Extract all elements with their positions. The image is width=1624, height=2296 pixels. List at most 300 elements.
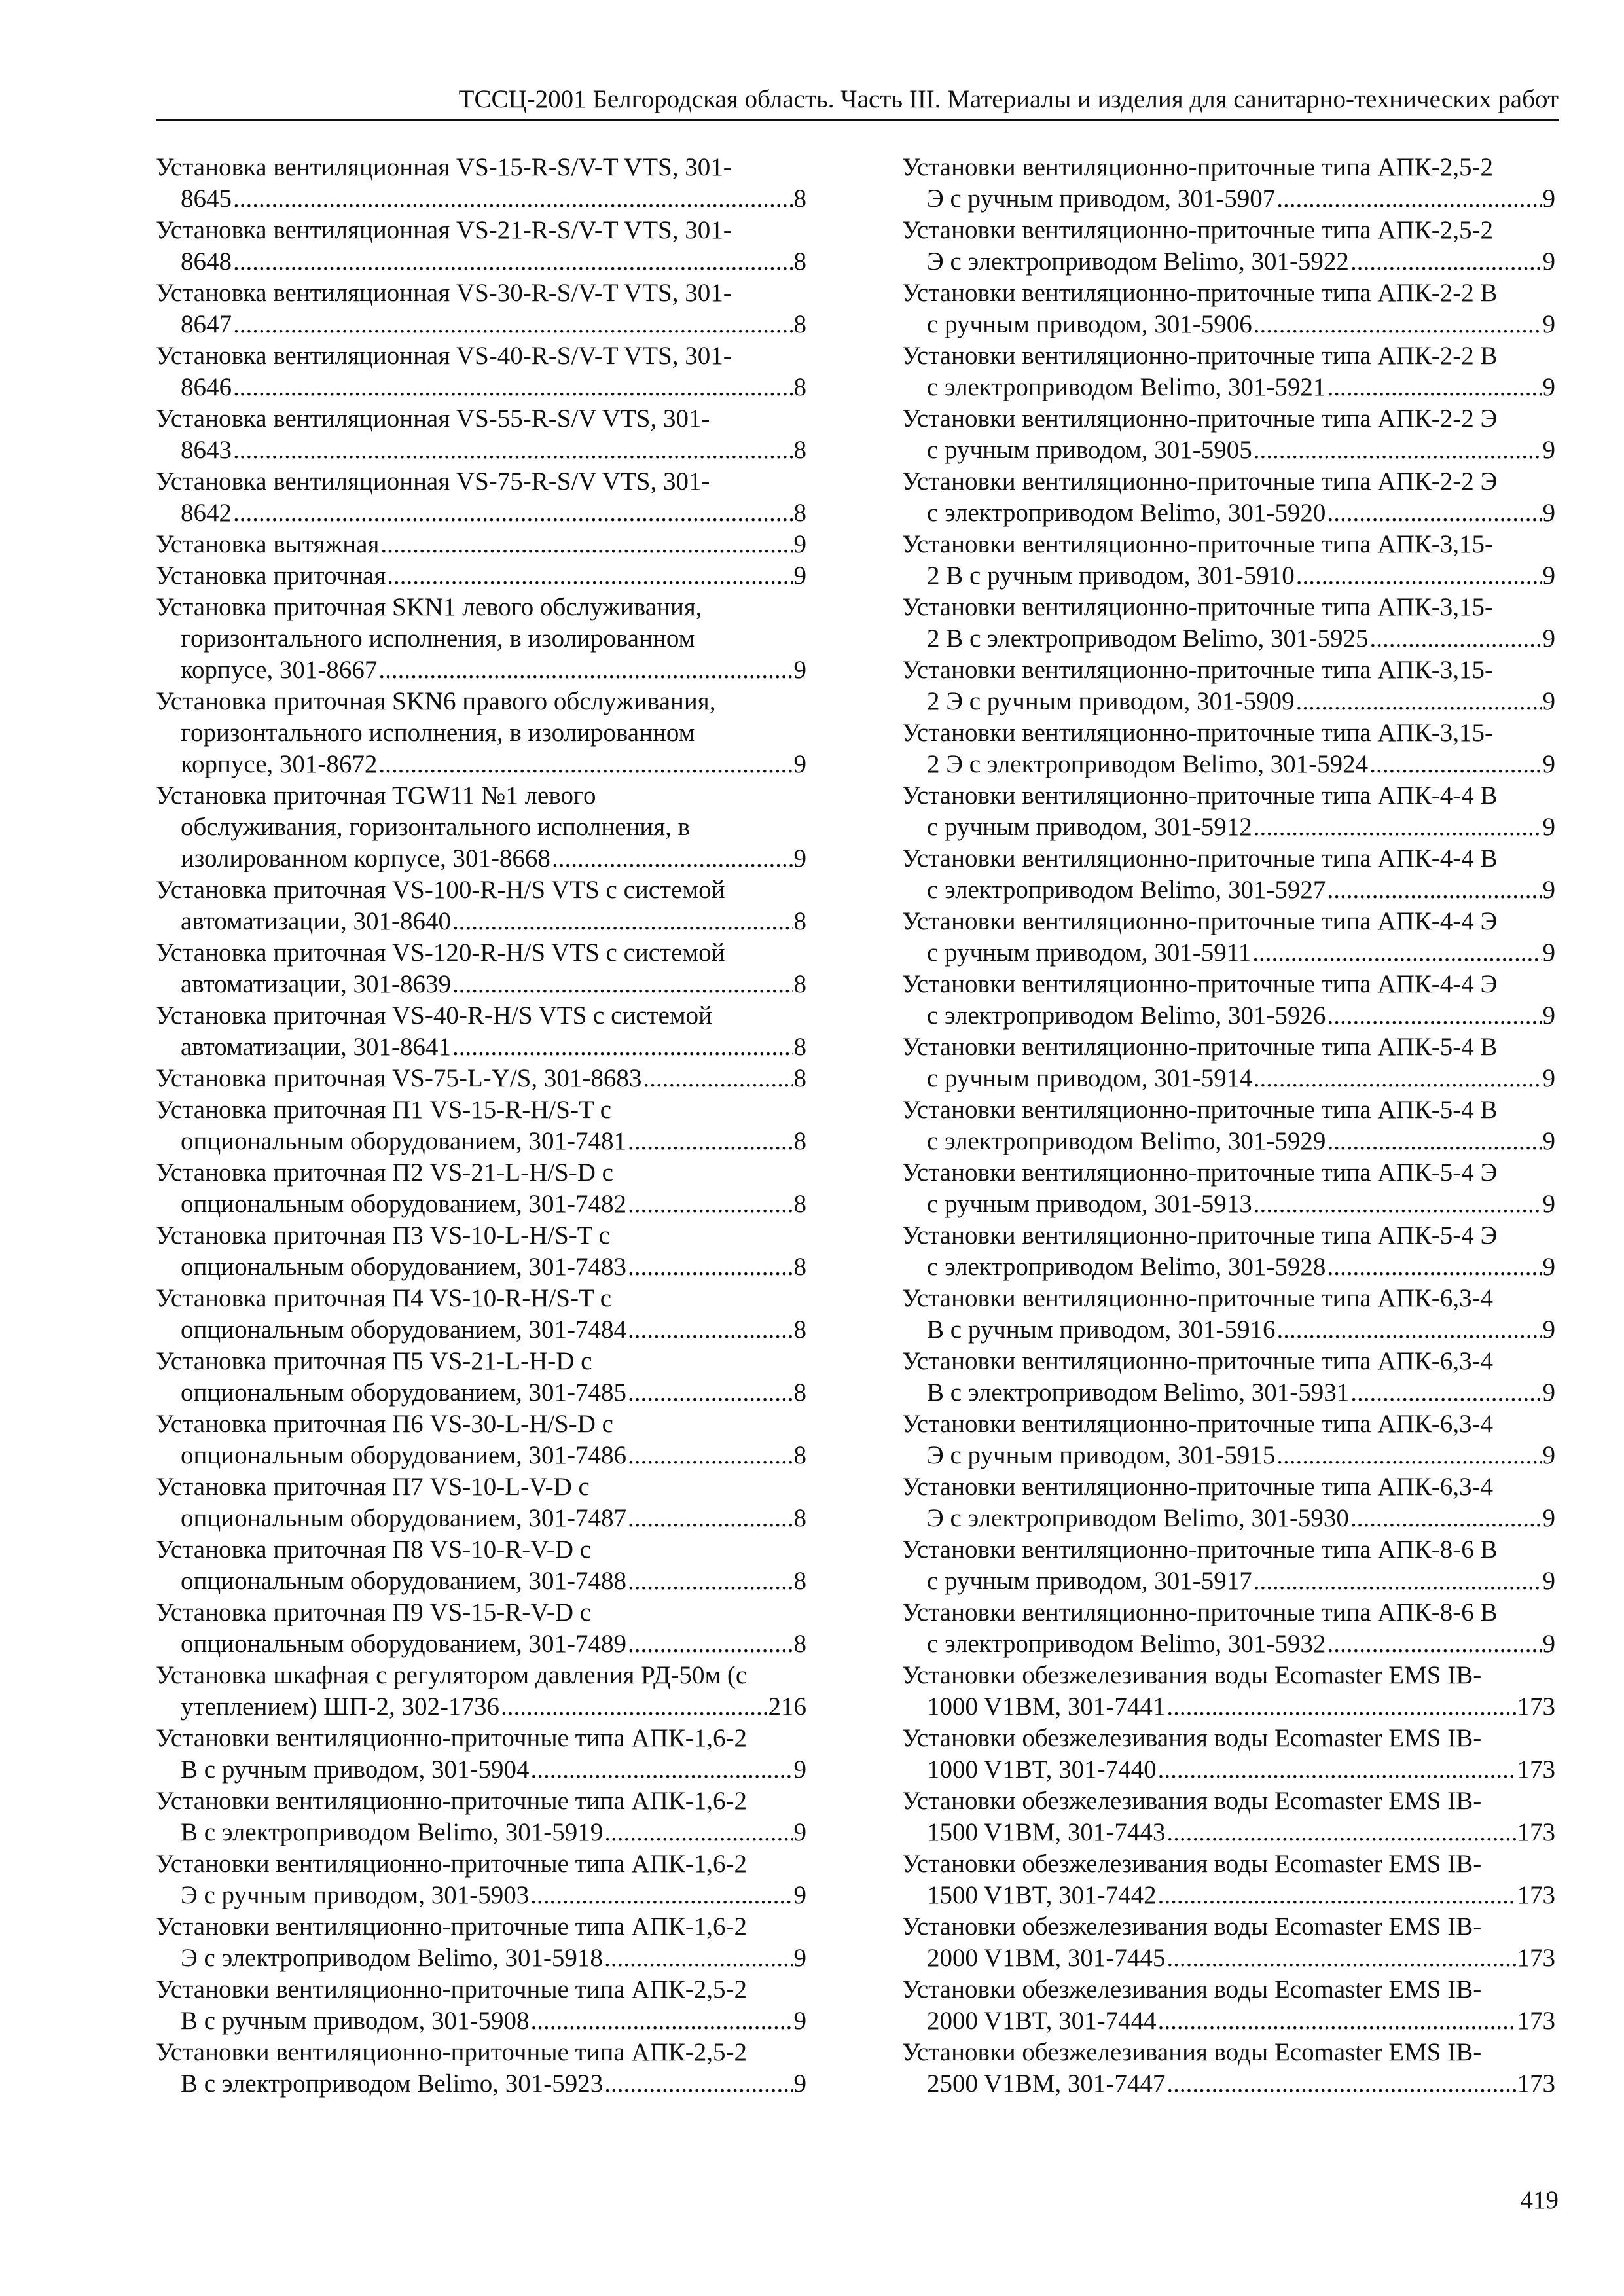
entry-page-number: 9 (1542, 310, 1555, 338)
index-entry (902, 1408, 1555, 1471)
dot-leader (1327, 372, 1541, 403)
dot-leader (452, 969, 793, 1000)
entry-line-last (156, 1503, 806, 1534)
entry-text: автоматизации, 301-8639 (181, 970, 451, 998)
dot-leader (628, 1126, 792, 1157)
entry-text: Э с ручным приводом, 301-5915 (927, 1441, 1276, 1469)
entry-line-last (902, 1314, 1555, 1346)
entry-text: опциональным оборудованием, 301-7489 (181, 1630, 627, 1658)
index-entry (156, 1723, 806, 1785)
entry-line-last (902, 1126, 1555, 1157)
entry-text: с электроприводом Belimo, 301-5928 (927, 1253, 1326, 1281)
dot-leader (233, 435, 793, 466)
dot-leader (452, 906, 793, 937)
dot-leader (604, 2068, 792, 2100)
entry-line-last (902, 1063, 1555, 1094)
index-entry (902, 843, 1555, 906)
index-entry (156, 686, 806, 780)
dot-leader (1327, 1628, 1541, 1660)
entry-page-number: 9 (793, 750, 806, 778)
dot-leader (387, 560, 792, 592)
entry-text: В с электроприводом Belimo, 301-5931 (927, 1378, 1350, 1407)
index-entry (902, 1785, 1555, 1848)
entry-line-last (902, 1880, 1555, 1911)
entry-line-last (156, 1628, 806, 1660)
page-number: 419 (1520, 2186, 1559, 2214)
index-entry (902, 780, 1555, 843)
entry-page-number: 9 (1542, 1630, 1555, 1658)
entry-line: Установки вентиляционно-приточные типа АПК-2,5-2 (902, 153, 1493, 181)
dot-leader (1327, 497, 1541, 529)
entry-line-last (902, 435, 1555, 466)
entry-line: Установка приточная П4 VS-10-R-H/S-T с (156, 1284, 612, 1312)
dot-leader (452, 1031, 793, 1063)
entry-line: Установка вентиляционная VS-75-R-S/V VTS, 301- (156, 467, 710, 495)
entry-line: Установки вентиляционно-приточные типа АПК-2,5-2 (156, 2038, 747, 2066)
entry-page-number: 8 (793, 907, 806, 935)
entry-line-last (156, 309, 806, 340)
index-entry (902, 655, 1555, 717)
index-entry (156, 278, 806, 340)
entry-page-number: 8 (793, 499, 806, 527)
index-entry (156, 1471, 806, 1534)
dot-leader (233, 372, 793, 403)
entry-text: В с электроприводом Belimo, 301-5923 (181, 2070, 604, 2098)
index-entry (902, 1471, 1555, 1534)
entry-line: Установки вентиляционно-приточные типа АПК-1,6-2 (156, 1850, 747, 1878)
entry-page-number: 8 (793, 1127, 806, 1155)
index-column-right (902, 152, 1555, 2100)
index-entry (156, 1660, 806, 1723)
entry-line: Установки вентиляционно-приточные типа АПК-4-4 В (902, 781, 1498, 810)
entry-page-number: 9 (1542, 247, 1555, 276)
entry-line: Установка вентиляционная VS-30-R-S/V-T VTS, 301- (156, 279, 732, 307)
entry-page-number: 9 (793, 530, 806, 558)
entry-page-number: 9 (1542, 750, 1555, 778)
index-entry (902, 1031, 1555, 1094)
entry-line: Установки вентиляционно-приточные типа АПК-1,6-2 (156, 1724, 747, 1752)
dot-leader (1327, 1251, 1541, 1283)
entry-text: В с ручным приводом, 301-5916 (927, 1316, 1276, 1344)
index-entry (902, 403, 1555, 466)
index-entry (156, 1534, 806, 1597)
entry-text: 8647 (181, 310, 232, 338)
entry-text: с ручным приводом, 301-5917 (927, 1567, 1252, 1595)
dot-leader (1327, 1126, 1541, 1157)
entry-line-last (902, 1440, 1555, 1471)
entry-text: опциональным оборудованием, 301-7488 (181, 1567, 627, 1595)
entry-page-number: 9 (793, 2007, 806, 2035)
entry-line: Установка приточная П5 VS-21-L-H-D с (156, 1347, 592, 1375)
entry-line: Установка приточная SKN6 правого обслуживания, (156, 687, 716, 715)
entry-text: Установка приточная (156, 562, 386, 590)
entry-line: Установка приточная П7 VS-10-L-V-D с (156, 1473, 590, 1501)
entry-text: опциональным оборудованием, 301-7481 (181, 1127, 627, 1155)
entry-line-last (156, 1566, 806, 1597)
entry-line: Установки вентиляционно-приточные типа АПК-1,6-2 (156, 1787, 747, 1815)
entry-line-last (156, 497, 806, 529)
entry-line: Установки обезжелезивания воды Ecomaster EMS IB- (902, 1724, 1482, 1752)
dot-leader (1350, 1503, 1542, 1534)
dot-leader (1276, 183, 1541, 215)
entry-page-number: 8 (793, 1441, 806, 1469)
index-entry (156, 1346, 806, 1408)
entry-page-number: 173 (1517, 1755, 1555, 1784)
entry-line-last (902, 1189, 1555, 1220)
entry-page-number: 173 (1517, 1693, 1555, 1721)
dot-leader (233, 246, 793, 278)
dot-leader (233, 183, 793, 215)
entry-line-last (156, 529, 806, 560)
entry-text: 2 В с ручным приводом, 301-5910 (927, 562, 1295, 590)
index-entry (156, 592, 806, 686)
entry-text: 2 Э с ручным приводом, 301-5909 (927, 687, 1295, 715)
index-entry (156, 780, 806, 874)
entry-line-last (156, 1880, 806, 1911)
dot-leader (1158, 1880, 1516, 1911)
entry-text: опциональным оборудованием, 301-7483 (181, 1253, 627, 1281)
entry-page-number: 9 (1542, 1441, 1555, 1469)
entry-line-last (156, 1189, 806, 1220)
entry-page-number: 8 (793, 1378, 806, 1407)
entry-line: Установка шкафная с регулятором давления РД-50м (с (156, 1661, 748, 1689)
entry-line: горизонтального исполнения, в изолированном (181, 719, 695, 747)
entry-text: с ручным приводом, 301-5906 (927, 310, 1252, 338)
entry-page-number: 9 (1542, 1567, 1555, 1595)
index-entry (902, 1723, 1555, 1785)
entry-text: с ручным приводом, 301-5913 (927, 1190, 1252, 1218)
index-entry (902, 1534, 1555, 1597)
entry-text: 2000 V1BM, 301-7445 (927, 1944, 1166, 1972)
entry-text: опциональным оборудованием, 301-7484 (181, 1316, 627, 1344)
index-entry (156, 529, 806, 560)
entry-page-number: 9 (1542, 499, 1555, 527)
entry-page-number: 9 (1542, 939, 1555, 967)
entry-line-last (156, 1126, 806, 1157)
entry-text: автоматизации, 301-8641 (181, 1033, 451, 1061)
entry-line-last (902, 1817, 1555, 1848)
index-entry (902, 592, 1555, 655)
entry-page-number: 9 (1542, 373, 1555, 401)
entry-text: с электроприводом Belimo, 301-5932 (927, 1630, 1326, 1658)
entry-line-last (902, 246, 1555, 278)
entry-line: Установки вентиляционно-приточные типа АПК-8-6 В (902, 1535, 1498, 1564)
index-entry (156, 215, 806, 278)
entry-line: Установка приточная VS-120-R-H/S VTS с системой (156, 939, 725, 967)
entry-page-number: 9 (793, 656, 806, 684)
dot-leader (1296, 560, 1542, 592)
entry-page-number: 173 (1517, 1944, 1555, 1972)
entry-line-last (902, 372, 1555, 403)
entry-page-number: 9 (793, 1755, 806, 1784)
index-entry (902, 1848, 1555, 1911)
entry-page-number: 8 (793, 185, 806, 213)
dot-leader (1254, 435, 1542, 466)
dot-leader (628, 1628, 792, 1660)
entry-page-number: 216 (768, 1693, 806, 1721)
dot-leader (501, 1691, 767, 1723)
dot-leader (1254, 1189, 1542, 1220)
entry-line-last (156, 1031, 806, 1063)
dot-leader (378, 655, 792, 686)
entry-line: Установки вентиляционно-приточные типа АПК-6,3-4 (902, 1473, 1493, 1501)
entry-line: Установки вентиляционно-приточные типа АПК-2-2 Э (902, 404, 1498, 433)
entry-line: Установки вентиляционно-приточные типа АПК-6,3-4 (902, 1284, 1493, 1312)
entry-line-last (156, 1314, 806, 1346)
entry-text: автоматизации, 301-8640 (181, 907, 451, 935)
dot-leader (1166, 1691, 1515, 1723)
index-entry (156, 1597, 806, 1660)
entry-line: Установка приточная П9 VS-15-R-V-D с (156, 1598, 592, 1626)
dot-leader (378, 749, 792, 780)
index-entry (902, 1911, 1555, 1974)
entry-page-number: 9 (1542, 562, 1555, 590)
entry-line-last (902, 937, 1555, 969)
entry-text: опциональным оборудованием, 301-7485 (181, 1378, 627, 1407)
index-entry (902, 1597, 1555, 1660)
index-entry (156, 1974, 806, 2037)
entry-line: Установки вентиляционно-приточные типа АПК-3,15- (902, 593, 1493, 621)
index-entry (156, 1911, 806, 1974)
entry-text: с электроприводом Belimo, 301-5926 (927, 1001, 1326, 1030)
index-entry (156, 560, 806, 592)
entry-text: 2 В с электроприводом Belimo, 301-5925 (927, 624, 1369, 653)
index-entry (902, 717, 1555, 780)
dot-leader (1254, 1566, 1542, 1597)
dot-leader (1166, 1943, 1515, 1974)
entry-text: с ручным приводом, 301-5911 (927, 939, 1252, 967)
entry-page-number: 9 (793, 562, 806, 590)
entry-page-number: 9 (1542, 876, 1555, 904)
entry-line: Установки вентиляционно-приточные типа АПК-2-2 Э (902, 467, 1498, 495)
entry-text: 2 Э с электроприводом Belimo, 301-5924 (927, 750, 1369, 778)
index-entry (902, 1974, 1555, 2037)
entry-text: Э с ручным приводом, 301-5903 (181, 1881, 530, 1909)
entry-page-number: 8 (793, 373, 806, 401)
entry-page-number: 9 (793, 1818, 806, 1846)
entry-line: Установки обезжелезивания воды Ecomaster EMS IB- (902, 1850, 1482, 1878)
entry-line: Установки вентиляционно-приточные типа АПК-3,15- (902, 530, 1493, 558)
entry-line-last (156, 2005, 806, 2037)
index-entry (156, 1094, 806, 1157)
entry-text: Э с электроприводом Belimo, 301-5930 (927, 1504, 1349, 1532)
entry-text: с ручным приводом, 301-5905 (927, 436, 1252, 464)
entry-line: Установки вентиляционно-приточные типа АПК-8-6 В (902, 1598, 1498, 1626)
dot-leader (604, 1817, 792, 1848)
dot-leader (1252, 937, 1541, 969)
entry-line-last (902, 686, 1555, 717)
index-entry (902, 1346, 1555, 1408)
entry-line-last (902, 1691, 1555, 1723)
entry-page-number: 9 (1542, 1316, 1555, 1344)
entry-text: 1000 V1BM, 301-7441 (927, 1693, 1166, 1721)
entry-line: Установка вентиляционная VS-21-R-S/V-T VTS, 301- (156, 216, 732, 244)
entry-page-number: 9 (1542, 1064, 1555, 1092)
entry-page-number: 8 (793, 310, 806, 338)
entry-page-number: 8 (793, 970, 806, 998)
entry-text: Установка вытяжная (156, 530, 380, 558)
index-entry (156, 937, 806, 1000)
entry-line: Установки обезжелезивания воды Ecomaster EMS IB- (902, 1661, 1482, 1689)
entry-page-number: 8 (793, 1064, 806, 1092)
entry-text: 8642 (181, 499, 232, 527)
entry-line-last (902, 2068, 1555, 2100)
entry-page-number: 9 (1542, 1127, 1555, 1155)
entry-line: Установки вентиляционно-приточные типа АПК-4-4 Э (902, 970, 1498, 998)
entry-text: Э с ручным приводом, 301-5907 (927, 185, 1276, 213)
entry-text: 1500 V1BT, 301-7442 (927, 1881, 1157, 1909)
index-entry (902, 152, 1555, 215)
entry-text: 8645 (181, 185, 232, 213)
entry-page-number: 8 (793, 1630, 806, 1658)
entry-line: Установка приточная SKN1 левого обслуживания, (156, 593, 702, 621)
dot-leader (1276, 1440, 1541, 1471)
entry-page-number: 9 (793, 844, 806, 872)
entry-line: Установки вентиляционно-приточные типа АПК-6,3-4 (902, 1347, 1493, 1375)
dot-leader (1327, 874, 1541, 906)
entry-text: В с ручным приводом, 301-5908 (181, 2007, 530, 2035)
dot-leader (1254, 309, 1542, 340)
entry-line: Установка приточная П1 VS-15-R-H/S-T с (156, 1096, 612, 1124)
entry-line: Установки вентиляционно-приточные типа АПК-3,15- (902, 719, 1493, 747)
entry-text: с электроприводом Belimo, 301-5927 (927, 876, 1326, 904)
index-entry (902, 340, 1555, 403)
entry-line-last (902, 183, 1555, 215)
entry-line: Установки вентиляционно-приточные типа АПК-2-2 В (902, 279, 1498, 307)
dot-leader (1166, 2068, 1515, 2100)
index-entry (156, 1408, 806, 1471)
entry-line: Установки вентиляционно-приточные типа АПК-5-4 Э (902, 1221, 1498, 1249)
entry-line: Установки обезжелезивания воды Ecomaster EMS IB- (902, 1787, 1482, 1815)
entry-page-number: 9 (1542, 1001, 1555, 1030)
index-entry (156, 403, 806, 466)
entry-page-number: 8 (793, 247, 806, 276)
entry-page-number: 9 (793, 1944, 806, 1972)
dot-leader (1350, 246, 1542, 278)
entry-line-last (156, 2068, 806, 2100)
entry-page-number: 9 (1542, 185, 1555, 213)
entry-page-number: 173 (1517, 2007, 1555, 2035)
entry-page-number: 8 (793, 1316, 806, 1344)
entry-line: Установки вентиляционно-приточные типа АПК-3,15- (902, 656, 1493, 684)
dot-leader (1158, 1754, 1516, 1785)
entry-text: изолированном корпусе, 301-8668 (181, 844, 550, 872)
entry-line-last (902, 623, 1555, 655)
entry-line: Установка вентиляционная VS-40-R-S/V-T VTS, 301- (156, 342, 732, 370)
entry-line-last (156, 560, 806, 592)
running-header (156, 84, 1559, 121)
dot-leader (643, 1063, 792, 1094)
entry-line: Установка вентиляционная VS-15-R-S/V-T VTS, 301- (156, 153, 732, 181)
entry-text: 8648 (181, 247, 232, 276)
entry-line: горизонтального исполнения, в изолированном (181, 624, 695, 653)
entry-page-number: 8 (793, 1033, 806, 1061)
entry-text: 8643 (181, 436, 232, 464)
entry-line: Установки вентиляционно-приточные типа АПК-5-4 В (902, 1033, 1498, 1061)
entry-page-number: 9 (793, 1881, 806, 1909)
index-entry (156, 1220, 806, 1283)
entry-line: Установка приточная П2 VS-21-L-H/S-D с (156, 1158, 613, 1187)
entry-text: Э с электроприводом Belimo, 301-5922 (927, 247, 1349, 276)
index-entry (156, 466, 806, 529)
entry-line: Установка приточная TGW11 №1 левого (156, 781, 596, 810)
index-entry (156, 1848, 806, 1911)
dot-leader (628, 1440, 792, 1471)
dot-leader (552, 843, 793, 874)
entry-line: Установки обезжелезивания воды Ecomaster EMS IB- (902, 1912, 1482, 1941)
entry-line: Установка приточная П3 VS-10-L-H/S-T с (156, 1221, 610, 1249)
entry-line-last (156, 1754, 806, 1785)
entry-line: Установки обезжелезивания воды Ecomaster EMS IB- (902, 1975, 1482, 2003)
entry-text: 1500 V1BM, 301-7443 (927, 1818, 1166, 1846)
entry-text: Э с электроприводом Belimo, 301-5918 (181, 1944, 603, 1972)
entry-line-last (156, 655, 806, 686)
entry-line: Установки обезжелезивания воды Ecomaster EMS IB- (902, 2038, 1482, 2066)
entry-line-last (902, 1251, 1555, 1283)
entry-line: Установки вентиляционно-приточные типа АПК-1,6-2 (156, 1912, 747, 1941)
entry-line: Установка приточная П6 VS-30-L-H/S-D с (156, 1410, 613, 1438)
entry-line: Установка приточная VS-40-R-H/S VTS с системой (156, 1001, 712, 1030)
entry-line-last (156, 969, 806, 1000)
entry-text: корпусе, 301-8667 (181, 656, 378, 684)
index-entry (902, 215, 1555, 278)
index-entry (902, 278, 1555, 340)
dot-leader (1369, 623, 1541, 655)
dot-leader (1276, 1314, 1541, 1346)
entry-line-last (902, 309, 1555, 340)
index-entry (156, 1157, 806, 1220)
entry-text: утеплением) ШП-2, 302-1736 (181, 1693, 499, 1721)
entry-line-last (902, 1754, 1555, 1785)
entry-line-last (902, 1566, 1555, 1597)
dot-leader (1295, 686, 1541, 717)
dot-leader (628, 1566, 792, 1597)
entry-page-number: 9 (793, 2070, 806, 2098)
index-entry (902, 1094, 1555, 1157)
entry-page-number: 9 (1542, 1253, 1555, 1281)
entry-text: опциональным оборудованием, 301-7482 (181, 1190, 627, 1218)
entry-line-last (156, 843, 806, 874)
entry-line-last (902, 812, 1555, 843)
entry-text: 1000 V1BT, 301-7440 (927, 1755, 1157, 1784)
entry-line-last (156, 1251, 806, 1283)
entry-page-number: 8 (793, 1567, 806, 1595)
entry-text: с электроприводом Belimo, 301-5920 (927, 499, 1326, 527)
index-entry (902, 969, 1555, 1031)
entry-line: Установка вентиляционная VS-55-R-S/V VTS, 301- (156, 404, 710, 433)
dot-leader (628, 1314, 792, 1346)
entry-line-last (156, 1943, 806, 1974)
entry-page-number: 8 (793, 436, 806, 464)
dot-leader (1350, 1377, 1541, 1408)
dot-leader (233, 309, 793, 340)
dot-leader (628, 1503, 792, 1534)
entry-page-number: 9 (1542, 1378, 1555, 1407)
index-entry (156, 1063, 806, 1094)
dot-leader (233, 497, 793, 529)
entry-line-last (902, 2005, 1555, 2037)
entry-text: Установка приточная VS-75-L-Y/S, 301-8683 (156, 1064, 642, 1092)
dot-leader (1158, 2005, 1516, 2037)
entry-page-number: 173 (1517, 1818, 1555, 1846)
entry-line-last (902, 1377, 1555, 1408)
entry-line: Установки вентиляционно-приточные типа АПК-4-4 Э (902, 907, 1498, 935)
entry-page-number: 173 (1517, 2070, 1555, 2098)
entry-text: 8646 (181, 373, 232, 401)
index-column-left (156, 152, 806, 2100)
index-entry (156, 1000, 806, 1063)
entry-line-last (156, 1817, 806, 1848)
